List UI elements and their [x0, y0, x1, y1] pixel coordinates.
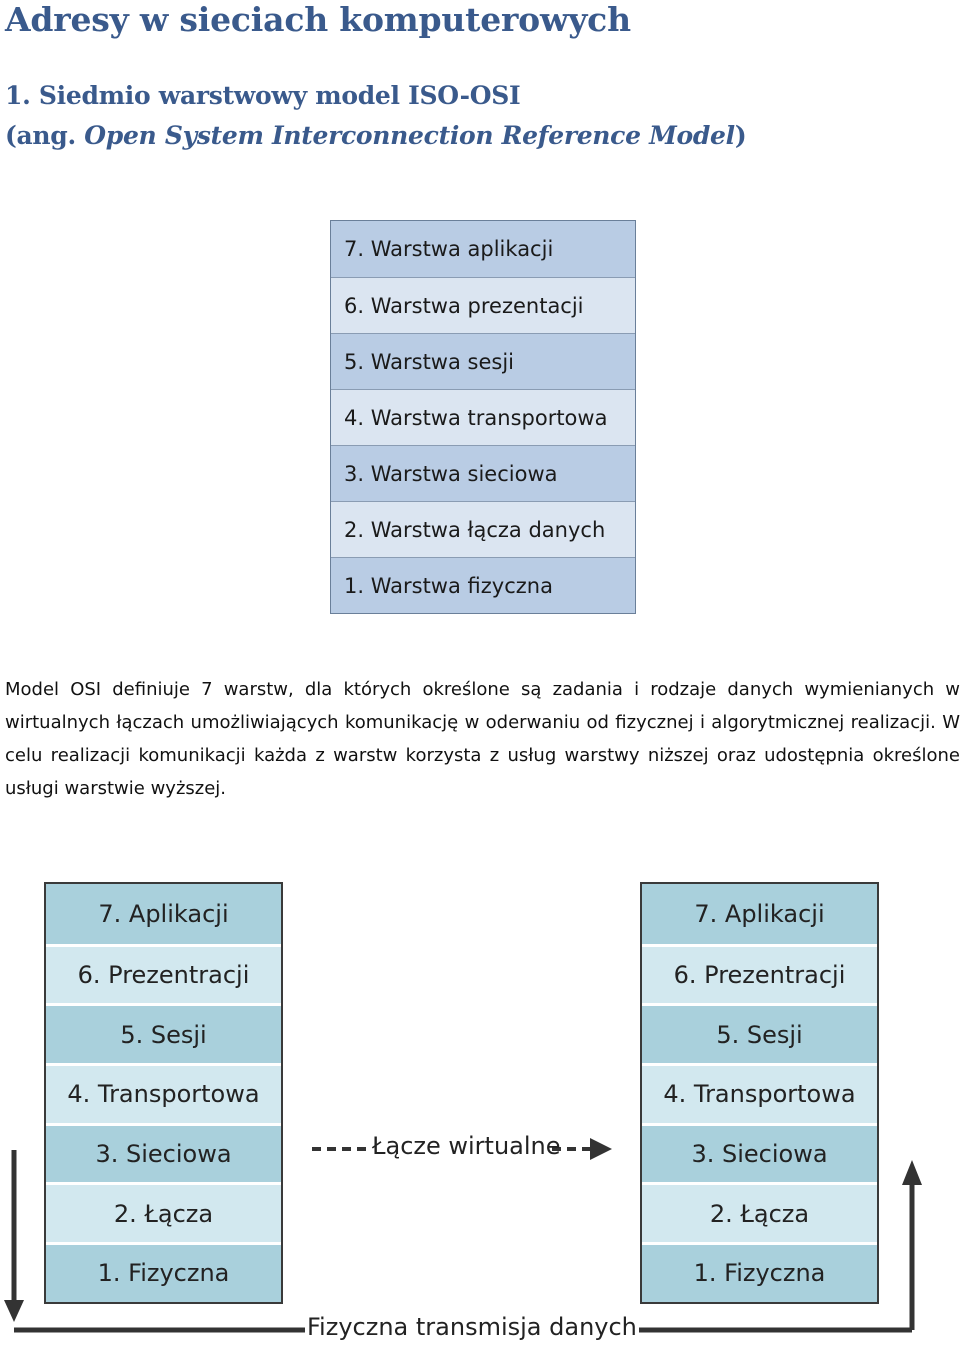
right-layer-7: 7. Aplikacji: [642, 884, 877, 944]
virtual-link-label: [310, 1130, 610, 1166]
left-layer-5: 5. Sesji: [46, 1003, 281, 1063]
virtual-link-text: Łącze wirtualne: [372, 1132, 561, 1160]
page-title: Adresy w sieciach komputerowych: [5, 0, 631, 39]
osi-layer-2: 2. Warstwa łącza danych: [331, 501, 635, 557]
right-layer-6: 6. Prezentracji: [642, 944, 877, 1004]
right-layer-4: 4. Transportowa: [642, 1063, 877, 1123]
heading-suffix: ): [734, 121, 747, 150]
osi-layer-4: 4. Warstwa transportowa: [331, 389, 635, 445]
osi-layer-5: 5. Warstwa sesji: [331, 333, 635, 389]
osi-layer-3: 3. Warstwa sieciowa: [331, 445, 635, 501]
left-layer-2: 2. Łącza: [46, 1182, 281, 1242]
left-layer-1: 1. Fizyczna: [46, 1242, 281, 1302]
right-layer-1: 1. Fizyczna: [642, 1242, 877, 1302]
osi-layer-7: 7. Warstwa aplikacji: [331, 221, 635, 277]
heading-prefix: (ang.: [5, 121, 85, 150]
section-heading-line1: 1. Siedmio warstwowy model ISO-OSI: [5, 81, 521, 110]
right-layer-5: 5. Sesji: [642, 1003, 877, 1063]
left-layer-7: 7. Aplikacji: [46, 884, 281, 944]
left-layer-3: 3. Sieciowa: [46, 1123, 281, 1183]
physical-link-label: Fizyczna transmisja danych: [307, 1313, 637, 1341]
left-layer-4: 4. Transportowa: [46, 1063, 281, 1123]
right-layer-3: 3. Sieciowa: [642, 1123, 877, 1183]
left-layer-6: 6. Prezentracji: [46, 944, 281, 1004]
heading-italic: Open System Interconnection Reference Model: [84, 121, 735, 150]
physical-transmission-path: [4, 1150, 922, 1330]
osi-description-paragraph: Model OSI definiuje 7 warstw, dla których określone są zadania i rodzaje danych wymienianych w wirtualnych łączach umożliwiających komunikację w oderwaniu od fizycznej i algorytmicznej realizacji. W celu realizacji komunikacji każda z warstw korzysta z usług warstwy niższej oraz udostępnia określone usługi warstwie wyższej.: [5, 679, 960, 799]
osi-layer-6: 6. Warstwa prezentacji: [331, 277, 635, 333]
right-layer-2: 2. Łącza: [642, 1182, 877, 1242]
osi-layer-1: 1. Warstwa fizyczna: [331, 557, 635, 613]
